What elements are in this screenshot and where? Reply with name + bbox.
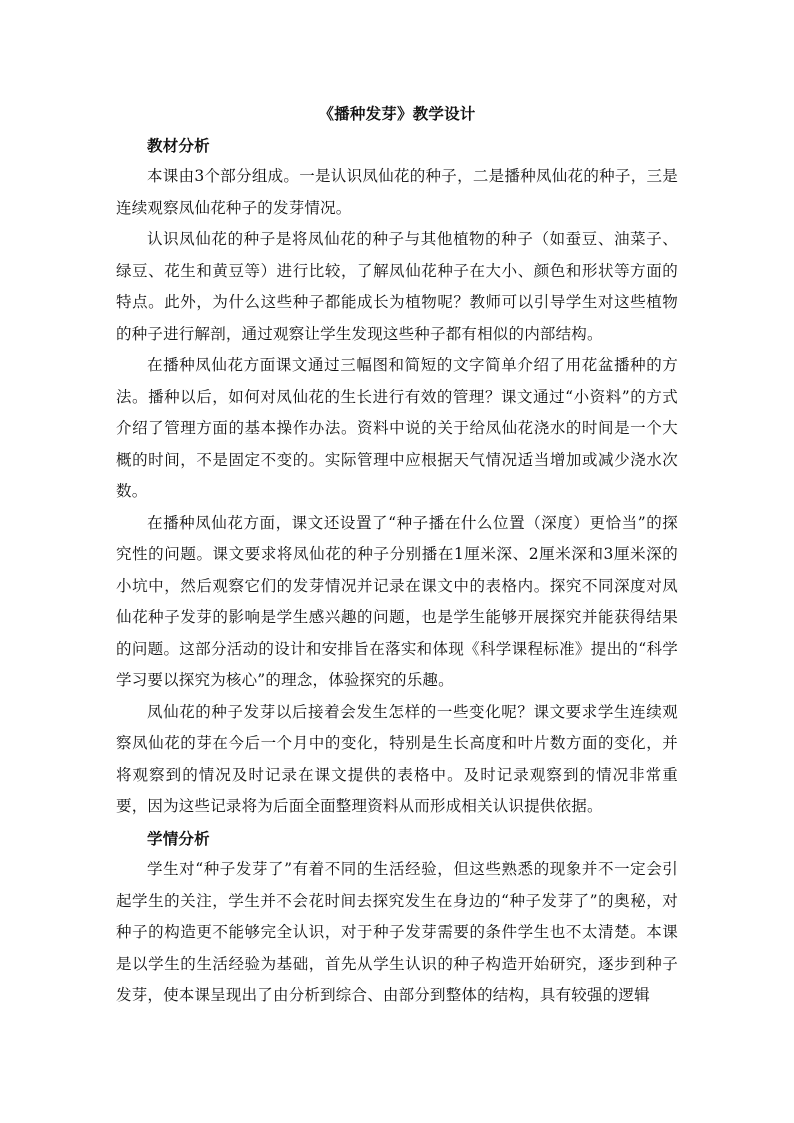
- paragraph: 在播种凤仙花方面课文通过三幅图和简短的文字简单介绍了用花盆播种的方法。播种以后，如何对凤仙花的生长进行有效的管理？课文通过“小资料”的方式介绍了管理方面的基本操作办法。资料中说的关于给凤仙花浇水的时间是一个大概的时间，不是固定不变的。实际管理中应根据天气情况适当增加或减少浇水次数。: [116, 356, 678, 500]
- section-heading-textbook-analysis: 教材分析: [147, 135, 210, 155]
- paragraph: 本课由3个部分组成。一是认识凤仙花的种子，二是播种凤仙花的种子，三是连续观察凤仙花种子的发芽情况。: [116, 167, 678, 217]
- paragraph: 认识凤仙花的种子是将凤仙花的种子与其他植物的种子（如蚕豆、油菜子、绿豆、花生和黄豆等）进行比较，了解凤仙花种子在大小、颜色和形状等方面的特点。此外，为什么这些种子都能成长为植物呢？教师可以引导学生对这些植物的种子进行解剖，通过观察让学生发现这些种子都有相似的内部结构。: [116, 230, 678, 343]
- paragraph: 学生对“种子发芽了”有着不同的生活经验，但这些熟悉的现象并不一定会引起学生的关注，学生并不会花时间去探究发生在身边的“种子发芽了”的奥秘，对种子的构造更不能够完全认识，对于种子发芽需要的条件学生也不太清楚。本课是以学生的生活经验为基础，首先从学生认识的种子构造开始研究，逐步到种子发芽，使本课呈现出了由分析到综合、由部分到整体的结构，具有较强的逻辑: [116, 860, 678, 1004]
- document-title: 《播种发芽》教学设计: [318, 104, 476, 123]
- paragraph: 在播种凤仙花方面，课文还设置了“种子播在什么位置（深度）更恰当”的探究性的问题。课文要求将凤仙花的种子分别播在1厘米深、2厘米深和3厘米深的小坑中，然后观察它们的发芽情况并记录在课文中的表格内。探究不同深度对凤仙花种子发芽的影响是学生感兴趣的问题，也是学生能够开展探究并能获得结果的问题。这部分活动的设计和安排旨在落实和体现《科学课程标准》提出的“科学学习要以探究为核心”的理念，体验探究的乐趣。: [116, 513, 678, 689]
- paragraph: 凤仙花的种子发芽以后接着会发生怎样的一些变化呢？课文要求学生连续观察凤仙花的芽在今后一个月中的变化，特别是生长高度和叶片数方面的变化，并将观察到的情况及时记录在课文提供的表格中。及时记录观察到的情况非常重要，因为这些记录将为后面全面整理资料从而形成相关认识提供依据。: [116, 702, 678, 815]
- document-body: [116, 98, 678, 1012]
- section-heading-student-analysis: 学情分析: [147, 828, 210, 848]
